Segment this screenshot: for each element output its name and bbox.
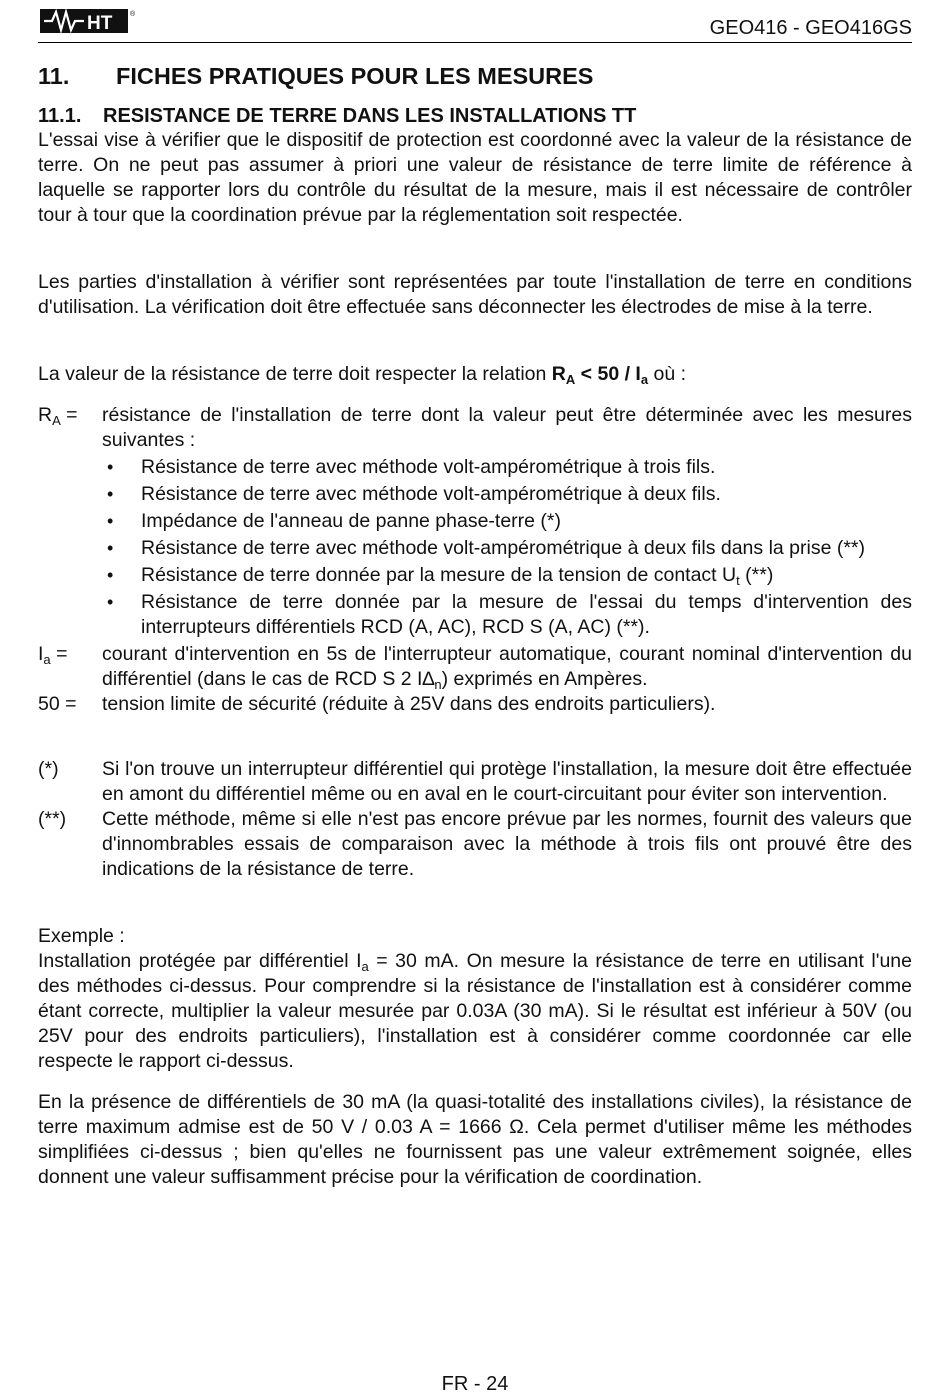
model-name: GEO416 - GEO416GS [709, 17, 912, 39]
ht-logo [40, 6, 170, 36]
definition-ia [38, 642, 912, 692]
relation-text: La valeur de la résistance de terre doit respecter la relation [38, 363, 552, 385]
note-term: (*) [38, 758, 59, 780]
list-item: • Résistance de terre donnée par la mesure de la tension de contact $U_t$ (**) [102, 563, 912, 588]
definition-desc: résistance de l'installation de terre dont la valeur peut être déterminée avec les mesures suivantes : • Résistance de terre avec méthode volt-ampérométrique à trois fils. • Résistance de terre avec méthode volt-ampérométrique à deux fils. • Impédance de l'anneau de panne phase-terre (*) • Résistance de terre avec méthode volt-ampérométrique à deux fils dans la prise (**) • Résistance de terre donnée par la mesure de la tension de contact $U_t$ (**) • Résistance de terre donnée par la mesure de l'essai du temps d'intervention des interrupteurs différentiels RCD (A, AC), RCD S (A, AC) (**). [102, 403, 912, 642]
note-term: (**) [38, 808, 67, 830]
definition-list [38, 403, 912, 717]
definition-50 [38, 692, 912, 717]
page-header [38, 4, 912, 43]
subsection-number: 11.1. [38, 105, 82, 127]
ht-logo-text: HT [87, 13, 113, 34]
notes-list [38, 757, 912, 882]
list-item: • Résistance de terre avec méthode volt-ampérométrique à deux fils. [102, 482, 912, 507]
note-2 [38, 807, 912, 882]
svg-text:®: ® [130, 11, 136, 18]
list-item: • Résistance de terre avec méthode volt-ampérométrique à trois fils. [102, 455, 912, 480]
paragraph-conclusion: En la présence de différentiels de 30 mA (la quasi-totalité des installations civiles), la résistance de terre maximum admise est de 50 V / 0.03 A = 1666 Ω. Cela permet d'utiliser même les méthodes simplifiées ci-dessus ; bien qu'elles ne fournissent pas une valeur extrêmement soignée, elles donnent une valeur suffisamment précise pour la vérification de coordination. [38, 1091, 912, 1188]
subsection-title: RESISTANCE DE TERRE DANS LES INSTALLATIONS TT [103, 105, 637, 127]
relation-formula: $R_A < 50 / I_a$ [551, 363, 649, 387]
definition-term: $R_A$ = [38, 404, 78, 428]
note-desc: Cette méthode, même si elle n'est pas encore prévue par les normes, fournit des valeurs que d'innombrables essais de comparaison avec la méthode à trois fils ont prouvé être des indications de la résistance de terre. [102, 808, 912, 880]
paragraph-parts: Les parties d'installation à vérifier sont représentées par toute l'installation de terre en conditions d'utilisation. La vérification doit être effectuée sans déconnecter les électrodes de mise à la terre. [38, 271, 912, 318]
definition-desc: courant d'intervention en 5s de l'interrupteur automatique, courant nominal d'intervention du différentiel (dans le cas de RCD S 2 $I\Delta_n$) exprimés en Ampères. [102, 643, 912, 692]
definition-ra [38, 403, 912, 642]
page-number: FR - 24 [441, 1373, 509, 1395]
note-desc: Si l'on trouve un interrupteur différentiel qui protège l'installation, la mesure doit être effectuée en amont du différentiel même ou en aval en le court-circuitant pour éviter son intervention. [102, 758, 912, 805]
paragraph-intro: L'essai vise à vérifier que le dispositif de protection est coordonné avec la valeur de la résistance de terre. On ne peut pas assumer à priori une valeur de résistance de terre limite de référence à laquelle se rapporter lors du contrôle du résultat de la mesure, mais il est nécessaire de contrôler tour à tour que la coordination prévue par la réglementation soit respectée. [38, 129, 912, 226]
definition-term: 50 = [38, 693, 77, 715]
section-title: FICHES PRATIQUES POUR LES MESURES [116, 63, 594, 89]
paragraph-relation [38, 362, 912, 387]
section-number: 11. [38, 63, 70, 89]
subsection-heading [38, 104, 912, 128]
note-1 [38, 757, 912, 807]
list-item: • Impédance de l'anneau de panne phase-terre (*) [102, 509, 912, 534]
section-heading [38, 62, 912, 90]
list-item: • Résistance de terre avec méthode volt-ampérométrique à deux fils dans la prise (**) [102, 536, 912, 561]
list-item: • Résistance de terre donnée par la mesure de l'essai du temps d'intervention des interrupteurs différentiels RCD (A, AC), RCD S (A, AC) (**). [102, 590, 912, 640]
definition-desc: tension limite de sécurité (réduite à 25V dans des endroits particuliers). [102, 693, 716, 715]
definition-term: $I_a$ = [38, 643, 68, 667]
measure-list [102, 455, 912, 640]
example-text: Installation protégée par différentiel $I_a = 30$ mA. On mesure la résistance de terre en utilisant l'une des méthodes ci-dessus. Pour comprendre si la résistance de l'installation est à considérer comme étant correcte, multiplier la valeur mesurée par 0.03A (30 mA). Si le résultat est inférieur à 50V (ou 25V pour des endroits particuliers), l'installation est à considérer comme coordonnée car elle respecte le rapport ci-dessus. [38, 950, 912, 1072]
relation-tail: où : [648, 363, 687, 385]
example-label: Exemple : [38, 925, 125, 947]
